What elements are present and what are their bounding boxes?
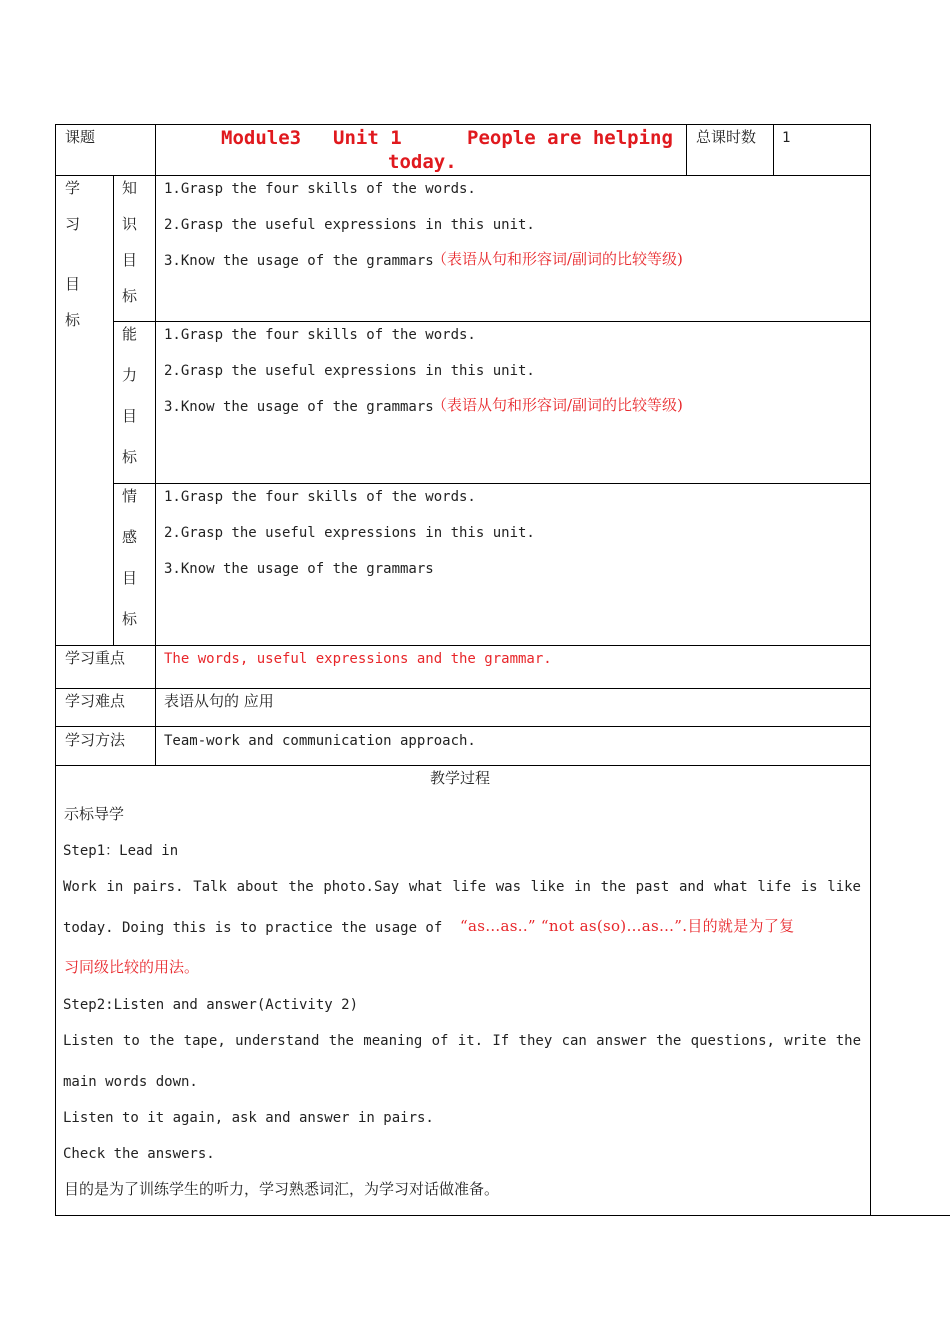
step2-line-1: Listen to the tape, understand the meaning of it. If they can answer the questions, write the — [63, 1033, 861, 1049]
step1-line-2b: “as…as..” “not as(so)…as…”.目的就是为了复 — [460, 917, 795, 935]
knowledge-label-3: 目 — [122, 251, 138, 269]
emotion-item-2: 2.Grasp the useful expressions in this unit. — [164, 525, 535, 541]
step1-line-2a: today. Doing this is to practice the usage of — [63, 920, 443, 936]
step1-line-1: Work in pairs. Talk about the photo.Say what life was like in the past and what life is like — [63, 879, 861, 895]
objectives-group-label-1: 学 — [65, 179, 81, 197]
emotion-item-1: 1.Grasp the four skills of the words. — [164, 489, 476, 505]
knowledge-label-4: 标 — [122, 287, 138, 305]
ability-grammar-note: （表语从句和形容词/副词的比较等级) — [432, 396, 683, 414]
knowledge-label-2: 识 — [122, 215, 138, 233]
topic-label: 课题 — [65, 128, 96, 146]
ability-item-3: 3.Know the usage of the grammars — [164, 399, 434, 415]
emotion-item-3: 3.Know the usage of the grammars — [164, 561, 434, 577]
knowledge-item-3: 3.Know the usage of the grammars — [164, 253, 434, 269]
key-points-label: 学习重点 — [65, 649, 126, 667]
key-points-value: The words, useful expressions and the grammar. — [164, 651, 552, 667]
step2-line-5: 目的是为了训练学生的听力，学习熟悉词汇，为学习对话做准备。 — [64, 1180, 500, 1198]
emotion-label-1: 情 — [122, 487, 138, 505]
hours-label: 总课时数 — [696, 128, 757, 146]
difficulties-label: 学习难点 — [65, 692, 126, 710]
knowledge-grammar-note: （表语从句和形容词/副词的比较等级) — [432, 250, 683, 268]
objectives-group-label-4: 标 — [65, 311, 81, 329]
title-today: today. — [388, 151, 457, 173]
objectives-group-label-3: 目 — [65, 275, 81, 293]
title-unit: Unit 1 — [333, 127, 402, 149]
step2-line-4: Check the answers. — [63, 1146, 215, 1162]
step2-line-3: Listen to it again, ask and answer in pairs. — [63, 1110, 434, 1126]
ability-item-1: 1.Grasp the four skills of the words. — [164, 327, 476, 343]
knowledge-item-2: 2.Grasp the useful expressions in this unit. — [164, 217, 535, 233]
method-value: Team-work and communication approach. — [164, 733, 476, 749]
ability-label-2: 力 — [122, 366, 138, 384]
knowledge-label-1: 知 — [122, 179, 138, 197]
ability-label-1: 能 — [122, 325, 138, 343]
difficulties-value: 表语从句的 应用 — [164, 692, 274, 710]
step2-line-2: main words down. — [63, 1074, 198, 1090]
step2-title: Step2:Listen and answer(Activity 2) — [63, 997, 359, 1013]
emotion-label-3: 目 — [122, 569, 138, 587]
ability-item-2: 2.Grasp the useful expressions in this unit. — [164, 363, 535, 379]
title-module: Module3 — [221, 127, 302, 149]
objectives-group-label-2: 习 — [65, 215, 81, 233]
knowledge-item-1: 1.Grasp the four skills of the words. — [164, 181, 476, 197]
emotion-label-4: 标 — [122, 610, 138, 628]
emotion-label-2: 感 — [122, 528, 138, 546]
ability-label-3: 目 — [122, 407, 138, 425]
lesson-plan-table — [55, 124, 871, 1216]
title-people: People are helping — [467, 127, 673, 149]
ability-label-4: 标 — [122, 448, 138, 466]
step1-title: Step1：Lead in — [63, 843, 179, 859]
step1-line-3: 习同级比较的用法。 — [64, 958, 200, 976]
process-heading: 教学过程 — [430, 769, 491, 787]
process-section-title: 示标导学 — [64, 805, 125, 823]
method-label: 学习方法 — [65, 731, 126, 749]
hours-value: 1 — [782, 130, 791, 146]
